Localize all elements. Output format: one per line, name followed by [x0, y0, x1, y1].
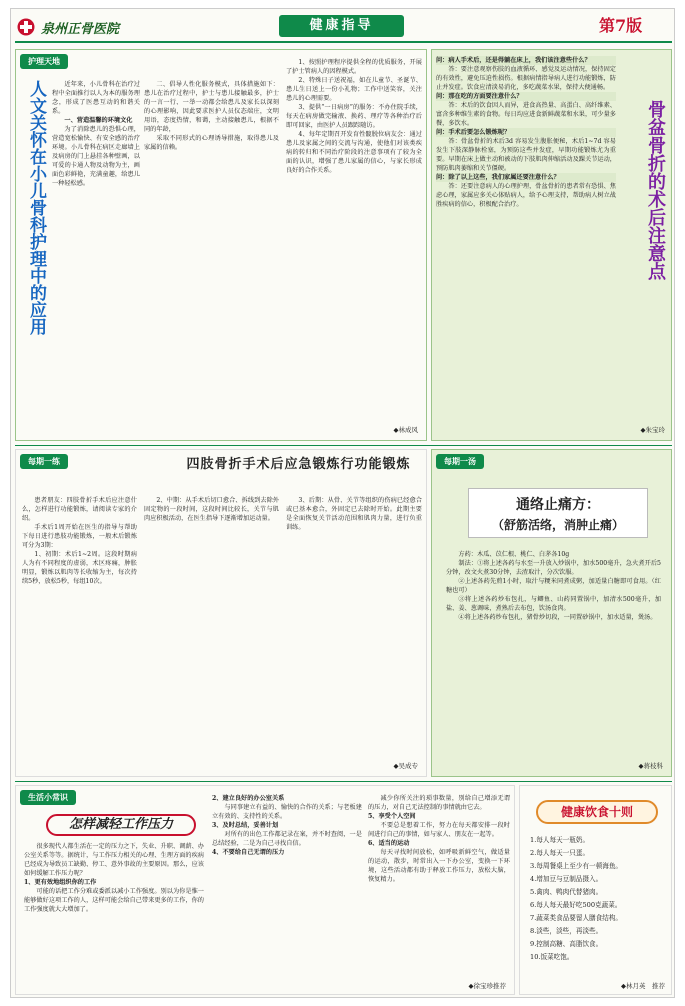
article-work-stress: [15, 785, 515, 995]
article-title: 人文关怀在小儿骨科护理中的应用: [26, 80, 46, 335]
article-body-col2: 2、中期：从手术后切口愈合、拆线到去除外固定物的一段时间，这段时间比较长，关节与肌肉应积极活动，在医生指导下逐渐增加运动量。: [144, 497, 279, 522]
article-body-col2: 二、倡导人性化服务模式，具体措施如下：患儿在治疗过程中，护士与患儿接触最多，护士的一言一行、一举一动都会给患儿及家长以深刻的心理影响，因此要求医护人员仪态端庄，文明用语，态度热情，和蔼，主动接触患儿，根据不同的年龄， 采取不同形式的心理诱导措施，取得患儿及家属的信赖。: [144, 81, 279, 151]
article-body-col1: 患者朋友：四肢骨折手术后应注意什么，怎样进行功能锻炼，请阅读专家的介绍。 手术后1周开始在医生的指导与帮助下每日进行患肢功能锻炼，一般术后锻炼可分为3期： 1、初期：术后1~2周。这段时期病人为有不同程度的虚弱，术区疼痛，肿胀明显，锻炼以肌肉等长收缩为主，每次持续5秒，放松5秒，每组10次。: [22, 497, 137, 585]
recipe-subtitle: （舒筋活络，消肿止痛）: [491, 518, 624, 532]
article-body-col3: 减少你所关注的琐事数量，别给自己增添无谓的压力，对自己无法控制的事情就由它去。 5、享受个人空间 不要总是想着工作，努力在每天都安排一段时间进行自己的事情，如与家人、朋友在一起等。 6、适当的运动 每天寻找时间放松，如呼吸新鲜空气，做适量的运动，散步，时常出入一下办公室，变换一下环境，这些活动都有助于释放工作压力，放松大脑，恢复精力。: [368, 795, 510, 883]
author-signature: ◆林成风: [393, 426, 418, 434]
answer-2: 答：术后的饮食因人而异，进食高热量、高蛋白、高纤维素、富含多种维生素的食物。每日均应进食新鲜蔬菜和水果，可少量多餐，多饮水。: [436, 102, 616, 127]
tip-item: 7.蔬菜类食品要留人膳食结构。: [530, 914, 623, 922]
tip-item: 1.每人每天一瓶奶。: [530, 836, 590, 844]
author-signature: ◆徐宝珍推荐: [468, 982, 506, 990]
tips-title: 健康饮食十则: [536, 800, 658, 824]
author-signature: ◆吴成专: [393, 762, 418, 770]
red-cross-icon: [17, 18, 35, 36]
article-body-col1: 近年来，小儿骨科在治疗过程中全面推行以人为本的服务理念，形成了医患互动的和谐关系。 一、营造温馨的环境文化 为了消除患儿的恐惧心理，营造宽松愉快、有安全感的治疗环境。小儿骨科在病区走廊墙上及病房的门上悬挂各种壁画，以可爱的卡通人物及动物为主，画面色彩鲜艳，充满童趣，给患儿一种轻松感。: [52, 81, 140, 187]
answer-1: 答：要注意观察伤肢的血液循环、感觉及运动情况，保持固定的有效性，避免压迫性损伤。根据病情指导病人进行功能锻炼，防止并发症。饮食应清淡易消化，多吃蔬菜水果，保持大便通畅。: [436, 66, 616, 91]
tip-item: 3.每周餐桌上至少有一顿海鱼。: [530, 862, 623, 870]
section-tag: 每期一练: [20, 454, 68, 469]
question-1: 问：病人手术后，还是得躺在床上，我们该注意些什么？: [436, 56, 616, 65]
article-limb-fracture: [15, 449, 427, 777]
article-pelvic-fracture: [431, 49, 672, 441]
question-3: 问：手术后要怎么锻炼呢？: [436, 128, 616, 137]
answer-4: 答：还要注意病人的心理护理，骨盆骨折的患者常有恐惧、焦虑心理，家属应多关心体贴病人，给予心理支持，帮助病人树立战胜疾病的信心，积极配合治疗。: [436, 183, 616, 208]
article-body-col2: 2、建立良好的办公室关系 与同事建立有益的、愉快的合作的关系；与老板建立有效的、支持性的关系。 3、及时总结，妥善计划 对所有的出色工作都记录在案，并不时查阅，一是总结经验，二是为自己寻找自信。 4、不要给自己无谓的压力: [212, 795, 362, 856]
tip-item: 10.饭菜吃饱。: [530, 953, 574, 961]
section-banner: 健康指导: [279, 15, 404, 37]
side-title: 骨盆骨折的术后注意点: [645, 100, 666, 280]
article-body-col3: 1、按照护理程序提供全程的优质服务，开展了护士管病人的因程模式。 2、特殊日子送祝福，如在儿童节、圣诞节、患儿生日送上一份小礼物；工作中送笑容，关注患儿的心理需要。 3、提供“一日病房”的服务：不办住院手续，每天在病房做完输液、换药、理疗等各种治疗后即可回家，由医护人员跟踪随访。 4、每年定期召开发育性髋脱位病友会：通过患儿及家属之间的交流与沟通，使他们对该类疾病的转归和不同治疗阶段的注意事项有了较为全面的认识，增强了患儿家属的信心，与家长形成良好的合作关系。: [286, 59, 422, 174]
answer-3: 答：骨盆骨折的术后3d 容易发生腹胀便秘，术后1~7d 容易发生下肢深静脉栓塞，为预防这些并发症，早期功能锻炼尤为重要。早期在床上做主动和被动的下肢肌肉伸缩活动及踝关节运动，预防肌肉萎缩和关节僵硬。: [436, 138, 616, 172]
article-title: 四肢骨折手术后应急锻炼行功能锻炼: [186, 457, 411, 472]
question-4: 问：除了以上这些，我们家属还要注意什么？: [436, 173, 616, 182]
question-2: 问：那在吃的方面要注意什么？: [436, 92, 616, 101]
article-body-col1: 很多现代人都生活在一定的压力之下，失业、升职、调薪、办公室关系等等。据统计，与工作压力相关的心理、生理方面的疾病已经成为导致员工缺勤、停工、意外事故的主要原因。那么，应该如何缓解工作压力呢？ 1、更有效地组织你的工作 可能的话把工作分难或委派以减小工作强度。别以为你是惟一能够做好这项工作的人，这样可能会给自己带来更多的工作，你的工作强度就大大增加了。: [24, 843, 204, 913]
article-humanistic-care: [15, 49, 427, 441]
recipe-body: 方药：木瓜、苡仁根、桃仁、白茅各10g 制法：①将上述各药与水至一升放入炒锅中，加水500毫升，急火煮开后5分钟，改文火煮30分钟，去渣取汁，分次饮服。 ②上述各药先煎1小时，取汁与粳米同煮成粥，加适量白糖即可食用。（红糖也可） ③将上述各药炒布包扎，与鲫鱼、山药同置锅中，加清水500毫升，加盐、姜、葱调味，煮熟后去布包，饮汤食肉。 ④将上述各药炒布包扎，猪骨炒切段，一同置砂锅中，加水适量，煲汤。: [446, 551, 661, 621]
tip-item: 2.每人每天一只蛋。: [530, 849, 590, 857]
recipe-title: 通络止痛方：: [516, 497, 600, 513]
tip-item: 6.每人每天最好吃500克蔬菜。: [530, 901, 622, 909]
tip-item: 5.禽肉、鸭肉代替猪肉。: [530, 888, 603, 896]
tip-item: 9.控制高糖、高脂饮食。: [530, 940, 603, 948]
article-body-col3: 3、后期：从骨、关节等组织的伤病已经愈合或已基本愈合，外固定已去除时开始。此期主要是全面恢复关节活动范围和肌肉力量，进行负重训练。: [286, 497, 422, 531]
section-tag: 护理天地: [20, 54, 68, 69]
tip-item: 4.增加豆与豆制品摄入。: [530, 875, 603, 883]
author-signature: ◆林月英 推荐: [621, 982, 665, 990]
author-signature: ◆蒋枝科: [638, 762, 663, 770]
newspaper-page: [10, 8, 675, 998]
qa-body: [436, 56, 616, 416]
page-number: 第7版: [599, 16, 643, 35]
masthead: [17, 15, 217, 39]
recipe-title-box: [468, 488, 648, 538]
section-tag: 每期一汤: [436, 454, 484, 469]
article-diet-tips: [519, 785, 672, 995]
section-tag: 生活小常识: [20, 790, 76, 805]
hospital-logo-text: 泉州正骨医院: [41, 22, 120, 37]
tip-item: 8.淡些，淡些，再淡些。: [530, 927, 603, 935]
author-signature: ◆朱宝玲: [640, 426, 665, 434]
article-title: 怎样减轻工作压力: [46, 814, 196, 836]
tips-list: [530, 834, 668, 979]
article-soup-recipe: [431, 449, 672, 777]
